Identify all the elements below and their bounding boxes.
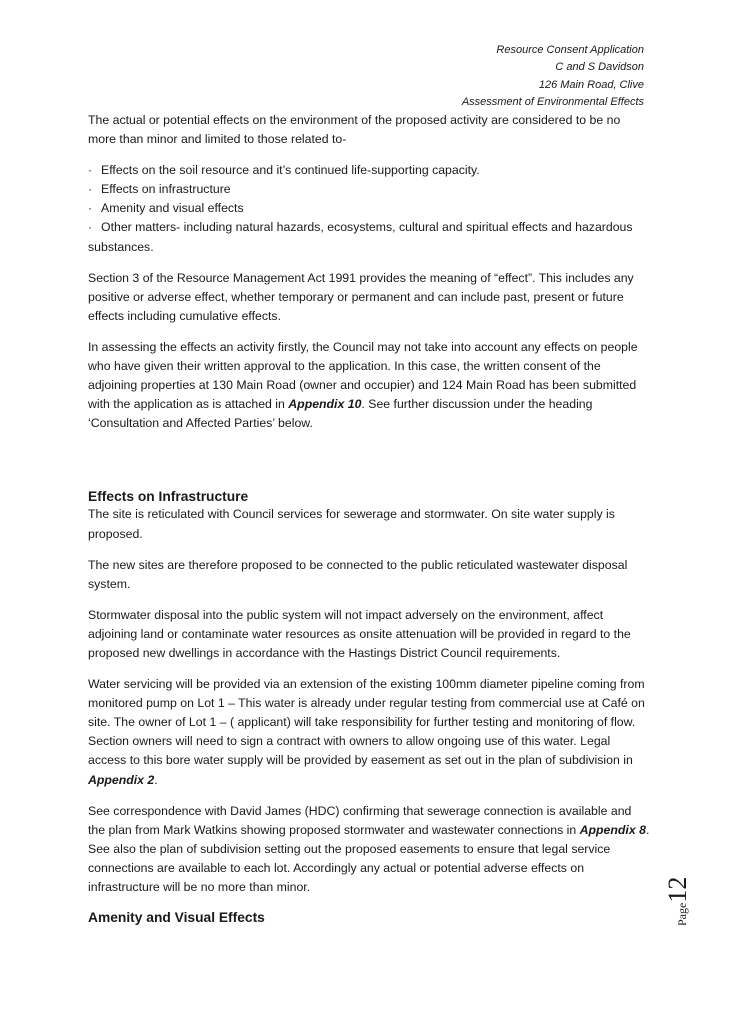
appendix-reference: Appendix 2 <box>88 772 155 787</box>
document-header <box>462 42 644 111</box>
text-run: In assessing the effects an activity firstly, the Council may not take into account any effects on people who have given their written approval to the application. In this case, the written consent of the adjoining properties at 130 Main Road (owner and occupier) and 124 Main Road has been submitted with the application as is attached in <box>88 339 638 412</box>
water-servicing-paragraph <box>88 675 650 790</box>
effects-list <box>88 161 650 256</box>
text-run: Water servicing will be provided via an extension of the existing 100mm diameter pipeline coming from monitored pump on Lot 1 – This water is already under regular testing from commercial use at Café on site. The owner of Lot 1 – ( applicant) will take responsibility for further testing and monitoring of flow. Section owners will need to sign a contract with owners to allow ongoing use of this water. Legal access to this bore water supply will be provided by easement as set out in the plan of subdivision in <box>88 677 645 768</box>
page-label: Page <box>675 902 689 926</box>
infrastructure-paragraph: The site is reticulated with Council services for sewerage and stormwater. On site water supply is proposed. <box>88 507 615 541</box>
section3-paragraph: Section 3 of the Resource Management Act 1991 provides the meaning of “effect”. This includes any positive or adverse effect, whether temporary or permanent and can include past, present or future effects including cumulative effects. <box>88 270 634 323</box>
page-number-value: 12 <box>663 876 692 903</box>
list-item: · Effects on infrastructure <box>88 180 650 199</box>
header-line: Assessment of Environmental Effects <box>461 95 644 108</box>
infrastructure-heading: Effects on Infrastructure <box>88 489 249 505</box>
list-item: · Amenity and visual effects <box>88 199 650 218</box>
text-run: . See further discussion under the heading ‘Consultation and Affected Parties’ below. <box>88 397 593 431</box>
correspondence-paragraph <box>88 802 650 897</box>
header-line: Resource Consent Application <box>496 44 644 56</box>
infrastructure-paragraph: The new sites are therefore proposed to be connected to the public reticulated wastewater disposal system. <box>88 557 628 591</box>
header-line: C and S Davidson <box>555 61 644 74</box>
page-number <box>655 866 705 930</box>
list-item: · Effects on the soil resource and it’s continued life-supporting capacity. <box>88 161 650 180</box>
amenity-heading: Amenity and Visual Effects <box>88 910 265 926</box>
text-run: . See also the plan of subdivision setting out the proposed easements to ensure that legal service connections are available to each lot. Accordingly any actual or potential adverse effects on infrastructure will be no more than minor. <box>88 822 650 894</box>
document-body <box>88 111 650 926</box>
appendix-reference: Appendix 8 <box>579 822 646 837</box>
list-item: · Other matters- including natural hazards, ecosystems, cultural and spiritual effects and hazardous substances. <box>88 218 650 256</box>
header-line: 126 Main Road, Clive <box>538 78 644 91</box>
assessing-paragraph <box>88 338 650 433</box>
appendix-reference: Appendix 10 <box>288 397 362 412</box>
spacer <box>88 445 650 488</box>
infrastructure-paragraph: Stormwater disposal into the public system will not impact adversely on the environment, affect adjoining land or contaminate water resources as onsite attenuation will be provided in regard to the proposed new dwellings in accordance with the Hastings District Council requirements. <box>88 607 631 660</box>
text-run: . <box>154 772 158 787</box>
text-run: See correspondence with David James (HDC) confirming that sewerage connection is available and the plan from Mark Watkins showing proposed stormwater and wastewater connections in <box>88 803 632 837</box>
intro-paragraph: The actual or potential effects on the environment of the proposed activity are considered to be no more than minor and limited to those related to- <box>88 113 621 147</box>
